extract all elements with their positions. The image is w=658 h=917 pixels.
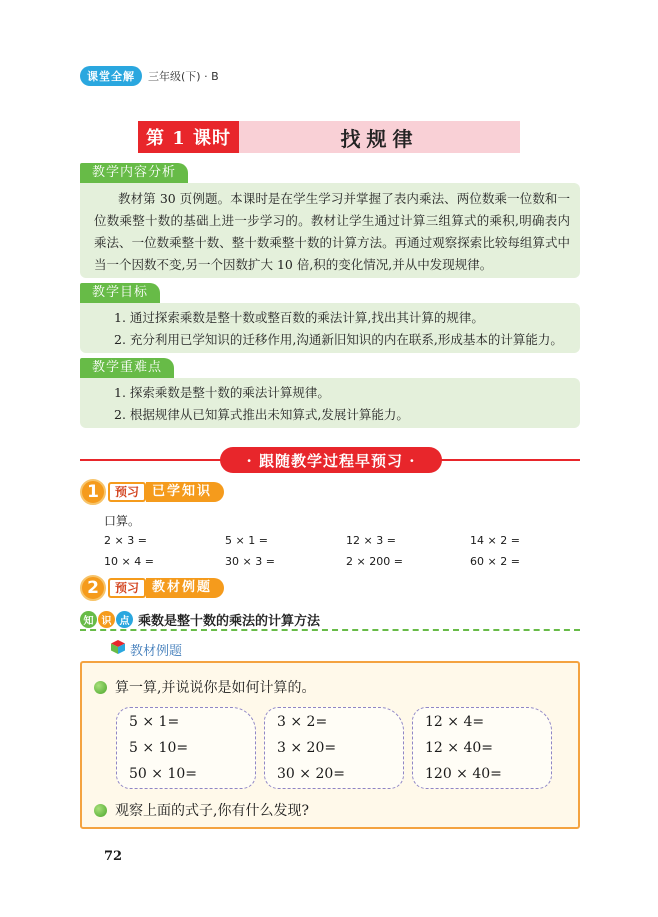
step-tag: 预习 — [108, 578, 146, 598]
lesson-title-bar — [138, 121, 520, 153]
question-text: 算一算,并说说你是如何计算的。 — [115, 680, 316, 696]
section-tab-key-points: 教学重难点 — [80, 358, 174, 378]
calc-item: 30 × 3 = — [225, 555, 275, 568]
bullet-dot-icon — [94, 681, 107, 694]
key-points-list — [80, 378, 580, 429]
calc-card — [412, 707, 552, 789]
banner-line-right — [437, 459, 580, 461]
card-expression: 50 × 10= — [129, 766, 197, 782]
kp-dashed-underline — [80, 629, 580, 631]
calc-item: 2 × 3 = — [104, 534, 147, 547]
example-box — [80, 661, 580, 829]
header-subtitle: 三年级(下) · B — [148, 70, 219, 83]
card-expression: 3 × 20= — [277, 740, 337, 756]
step-2-heading — [80, 576, 224, 600]
cube-icon — [110, 639, 126, 659]
card-expression: 12 × 40= — [425, 740, 493, 756]
oral-calc-label: 口算。 — [104, 514, 141, 528]
oral-calc-row — [104, 555, 554, 571]
card-expression: 5 × 1= — [129, 714, 180, 730]
section-tab-goals: 教学目标 — [80, 283, 160, 303]
goal-item: 2. 充分利用已学知识的迁移作用,沟通新旧知识的内在联系,形成基本的计算能力。 — [114, 332, 563, 347]
knowledge-point-heading — [80, 608, 580, 630]
analysis-text: 教材第 30 页例题。本课时是在学生学习并掌握了表内乘法、两位数乘一位数和一位数乘整十数的基础上进一步学习的。教材让学生通过计算三组算式的乘积,明确表内乘法、一位数乘整十数、整十数乘整十数的计算方法。再通过观察探索比较每组算式中当一个因数不变,另一个因数扩大 10 倍,积的变化情况,并从中发现规律。 — [94, 191, 570, 272]
banner-line-left — [80, 459, 225, 461]
question-1 — [94, 677, 315, 697]
brand-logo: 课堂全解 — [80, 66, 142, 86]
section-tab-analysis: 教学内容分析 — [80, 163, 188, 183]
step-tag: 预习 — [108, 482, 146, 502]
calc-card — [116, 707, 256, 789]
kp-badge-char: 识 — [98, 611, 115, 628]
calc-item: 12 × 3 = — [346, 534, 396, 547]
calc-item: 14 × 2 = — [470, 534, 520, 547]
bullet-dot-icon — [94, 804, 107, 817]
step-1-heading — [80, 480, 224, 504]
goals-list — [80, 303, 580, 354]
process-banner — [80, 445, 580, 475]
key-point-item: 1. 探索乘数是整十数的乘法计算规律。 — [114, 385, 330, 400]
lesson-title: 找规律 — [239, 121, 520, 153]
example-heading — [110, 639, 182, 659]
calc-item: 2 × 200 = — [346, 555, 403, 568]
calc-item: 60 × 2 = — [470, 555, 520, 568]
goal-item: 1. 通过探索乘数是整十数或整百数的乘法计算,找出其计算的规律。 — [114, 310, 484, 325]
process-banner-title: · 跟随教学过程早预习 · — [220, 447, 442, 473]
card-expression: 30 × 20= — [277, 766, 345, 782]
card-expression: 5 × 10= — [129, 740, 189, 756]
page-header — [80, 66, 219, 86]
section-box-goals — [80, 303, 580, 353]
kp-badge-char: 知 — [80, 611, 97, 628]
section-box-key-points — [80, 378, 580, 428]
question-text: 观察上面的式子,你有什么发现? — [115, 803, 309, 819]
knowledge-point-title: 乘数是整十数的乘法的计算方法 — [138, 613, 321, 629]
calc-item: 5 × 1 = — [225, 534, 268, 547]
card-expression: 3 × 2= — [277, 714, 328, 730]
oral-calc-row — [104, 534, 554, 550]
question-2 — [94, 800, 309, 820]
kp-badge-char: 点 — [116, 611, 133, 628]
section-box-analysis — [80, 183, 580, 278]
card-expression: 12 × 4= — [425, 714, 485, 730]
card-expression: 120 × 40= — [425, 766, 502, 782]
lesson-number: 第 1 课时 — [138, 121, 239, 153]
key-point-item: 2. 根据规律从已知算式推出未知算式,发展计算能力。 — [114, 407, 409, 422]
step-title: 已学知识 — [146, 482, 224, 502]
example-title: 教材例题 — [130, 643, 183, 659]
calc-item: 10 × 4 = — [104, 555, 154, 568]
page-number: 72 — [104, 849, 123, 864]
calc-card — [264, 707, 404, 789]
step-number-badge: 1 — [80, 479, 106, 505]
step-number-badge: 2 — [80, 575, 106, 601]
step-title: 教材例题 — [146, 578, 224, 598]
